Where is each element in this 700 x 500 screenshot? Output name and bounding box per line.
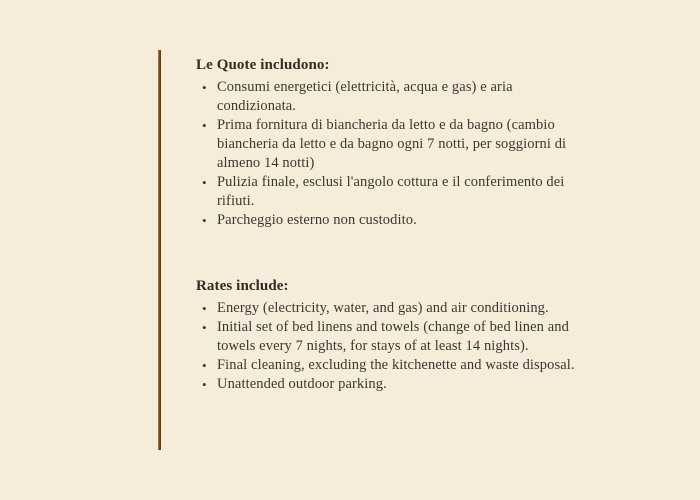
- list-item: • Consumi energetici (elettricità, acqua e gas) e aria condizionata.: [196, 78, 582, 116]
- list-item: • Unattended outdoor parking.: [196, 375, 582, 394]
- list-item: • Energy (electricity, water, and gas) and air conditioning.: [196, 299, 582, 318]
- list-item: • Prima fornitura di biancheria da letto e da bagno (cambio biancheria da letto e da bagno ogni 7 notti, per soggiorni di almeno 14 notti): [196, 116, 582, 173]
- section-title-italian: Le Quote includono:: [196, 57, 330, 73]
- section-italian: [196, 56, 582, 230]
- list-item: • Parcheggio esterno non custodito.: [196, 211, 582, 230]
- section-english: [196, 277, 582, 394]
- bullet-list-italian: [196, 78, 582, 230]
- list-item: • Final cleaning, excluding the kitchenette and waste disposal.: [196, 356, 582, 375]
- list-item: • Initial set of bed linens and towels (change of bed linen and towels every 7 nights, for stays of at least 14 nights).: [196, 318, 582, 356]
- section-title-english: Rates include:: [196, 278, 289, 294]
- document-body: [196, 56, 582, 394]
- list-item: • Pulizia finale, esclusi l'angolo cottura e il conferimento dei rifiuti.: [196, 173, 582, 211]
- bullet-list-english: [196, 299, 582, 394]
- vertical-accent-rule: [158, 50, 161, 450]
